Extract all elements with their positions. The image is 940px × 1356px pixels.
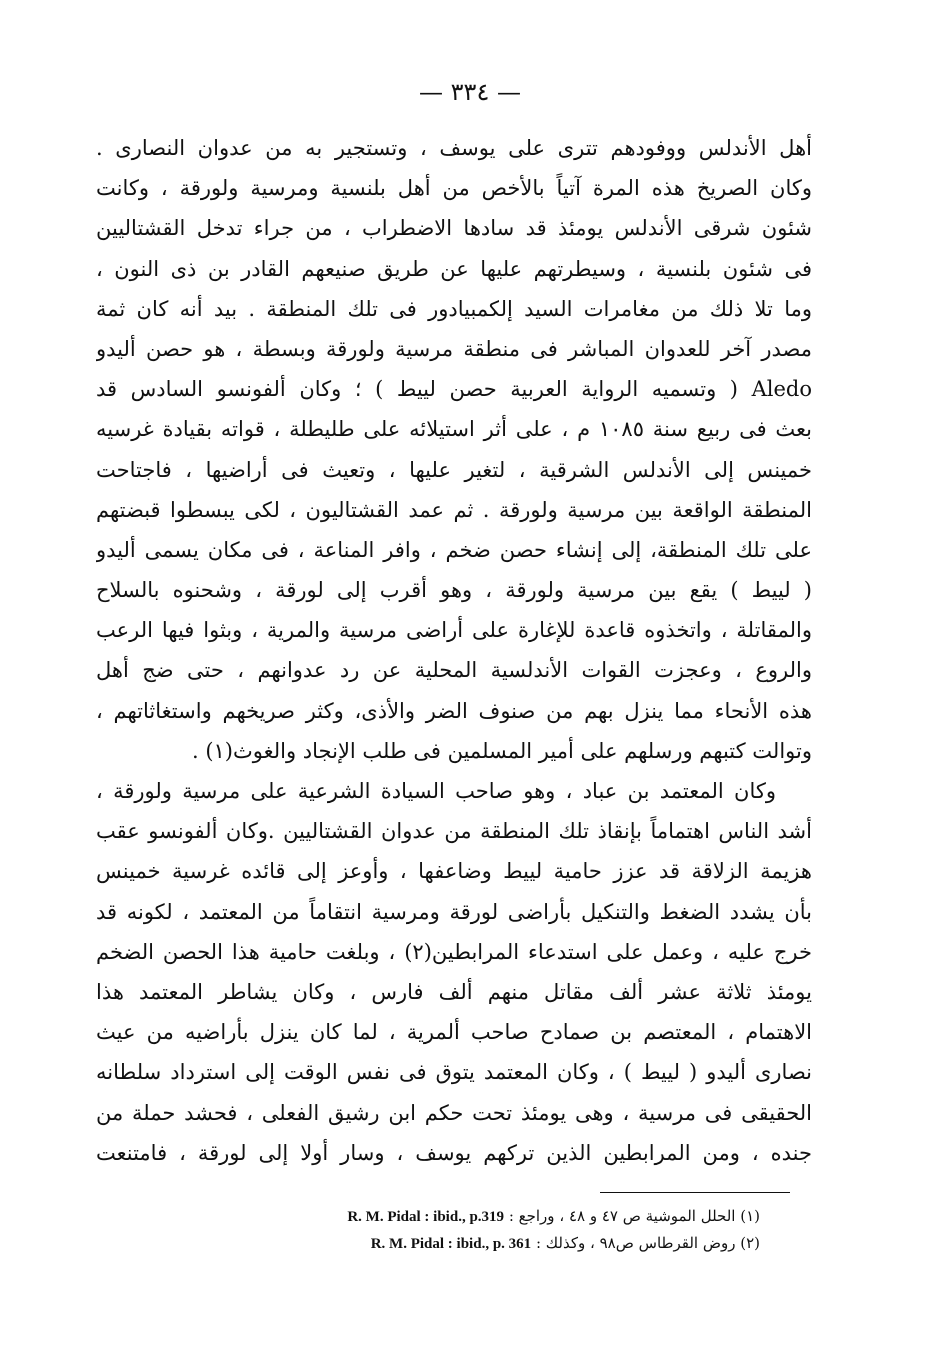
text-line: شئون شرقى الأندلس يومئذ قد سادها الاضطراب ، من جراء تدخل القشتاليين — [96, 216, 812, 241]
footnotes — [160, 1203, 760, 1257]
text-line: ( لييط ) يقع بين مرسية ولورقة ، وهو أقرب إلى لورقة ، وشحنوه بالسلاح — [96, 578, 812, 603]
body-text — [96, 128, 812, 1173]
text-line: هزيمة الزلاقة قد عزز حامية لييط وضاعفها ، وأوعز إلى قائده غرسية خمينس — [96, 859, 812, 884]
footnote-reference: R. M. Pidal : ibid., p.319 — [347, 1209, 505, 1225]
text-line: وما تلا ذلك من مغامرات السيد إلكمبيادور فى تلك المنطقة . بيد أنه كان ثمة — [96, 296, 812, 321]
text-line: بعث فى ربيع سنة ١٠٨٥ م ، على أثر استيلائه على طليطلة ، قواته بقيادة غرسيه — [96, 417, 812, 442]
page-number: — ٣٣٤ — — [419, 78, 521, 106]
text-line: خمينس إلى الأندلس الشرقية ، لتغير عليها ، وتعيث فى أراضيها ، فاجتاحت — [96, 457, 812, 482]
text-line: والمقاتلة ، واتخذوه قاعدة للإغارة على أراضى مرسية والمرية ، وبثوا فيها الرعب — [96, 618, 812, 643]
footnote-separator — [600, 1192, 790, 1193]
text-line: بأن يشدد الضغط والتنكيل بأراضى لورقة ومرسية انتقاماً من المعتمد ، لكونه قد — [96, 899, 812, 924]
footnote-text: (٢) روض القرطاس ص٩٨ ، وكذلك : — [535, 1234, 760, 1252]
text-line: خرج عليه ، وعمل على استدعاء المرابطين(٢) ، وبلغت حامية هذا الحصن الضخم — [96, 939, 812, 964]
text-line: يومئذ ثلاثة عشر ألف مقاتل منهم ألف فارس ، وكان يشاطر المعتمد هذا — [96, 979, 812, 1004]
paragraph-first-line: وكان المعتمد بن عباد ، وهو صاحب السيادة الشرعية على مرسية ولورقة ، — [96, 779, 776, 803]
text-line: المنطقة الواقعة بين مرسية ولورقة . ثم عمد القشتاليون ، لكى يبسطوا قبضتهم — [96, 497, 812, 522]
footnote-reference: R. M. Pidal : ibid., p. 361 — [370, 1236, 532, 1252]
text-line: جنده ، ومن المرابطين الذين تركهم يوسف ، وسار أولا إلى لورقة ، فامتنعت — [96, 1140, 812, 1165]
text-line: فى شئون بلنسية ، وسيطرتهم عليها عن طريق صنيعهم القادر بن ذى النون ، — [96, 256, 812, 281]
footnote-text: (١) الحلل الموشية ص ٤٧ و ٤٨ ، وراجع : — [508, 1207, 760, 1225]
text-line: Aledo ( وتسميه الرواية العربية حصن لييط ) ؛ وكان ألفونسو السادس قد — [96, 377, 812, 402]
text-line: وكان الصريخ هذه المرة آتياً بالأخص من أهل بلنسية ومرسية ولورقة ، وكانت — [96, 176, 812, 201]
text-line: الاهتمام ، المعتصم بن صمادح صاحب ألمرية ، لما كان ينزل بأراضيه من عيث — [96, 1020, 812, 1045]
paragraph-end-line: وتوالت كتبهم ورسلهم على أمير المسلمين فى طلب الإنجاد والغوث(١) . — [191, 738, 812, 763]
text-line: والروع ، وعجزت القوات الأندلسية المحلية عن رد عدوانهم ، حتى ضج أهل — [96, 658, 812, 683]
text-line: هذه الأنحاء مما ينزل بهم من صنوف الضر والأذى، وكثر صريخهم واستغاثاتهم ، — [96, 698, 812, 723]
text-line: أهل الأندلس ووفودهم تترى على يوسف ، وتستجير به من عدوان النصارى . — [96, 136, 812, 160]
text-line: الحقيقى فى مرسية ، وهى يومئذ تحت حكم ابن رشيق الفعلى ، فحشد حملة من — [96, 1100, 812, 1125]
text-line: على تلك المنطقة، إلى إنشاء حصن ضخم ، وافر المناعة ، فى مكان يسمى أليدو — [96, 537, 812, 562]
footnote — [160, 1203, 760, 1230]
footnote — [160, 1230, 760, 1257]
text-line: نصارى أليدو ( لييط ) ، وكان المعتمد يتوق فى نفس الوقت إلى استرداد سلطانه — [96, 1060, 812, 1085]
text-line: أشد الناس اهتماماً بإنقاذ تلك المنطقة من عدوان القشتاليين .وكان ألفونسو عقب — [96, 819, 812, 844]
text-line: مصدر آخر للعدوان المباشر فى منطقة مرسية ولورقة وبسطة ، هو حصن أليدو — [96, 336, 812, 361]
